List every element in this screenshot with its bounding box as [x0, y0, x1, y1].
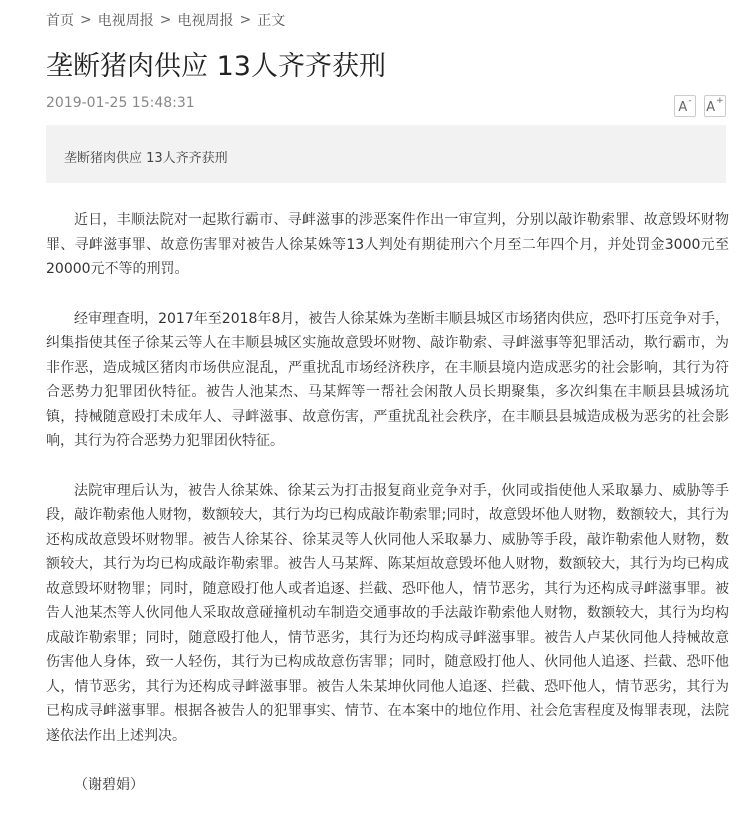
summary-text: 垄断猪肉供应 13人齐齐获刑 [64, 151, 228, 166]
breadcrumb-separator: > [239, 12, 252, 28]
font-increase-mark: + [716, 96, 724, 106]
article-paragraph: 法院审理后认为，被告人徐某姝、徐某云为打击报复商业竞争对手，伙同或指使他人采取暴力、威胁等手段，敲诈勒索他人财物，数额较大，其行为均已构成敲诈勒索罪;同时，故意毁坏他人财物，数额较大，其行为还构成故意毁坏财物罪。被告人徐某谷、徐某灵等人伙同他人采取暴力、威胁等手段，敲诈勒索他人财物，数额较大，其行为均已构成敲诈勒索罪。被告人马某辉、陈某烜故意毁坏他人财物，数额较大，其行为均已构成故意毁坏财物罪；同时，随意殴打他人或者追逐、拦截、恐吓他人，情节恶劣，其行为还构成寻衅滋事罪。被告人池某杰等人伙同他人采取故意碰撞机动车制造交通事故的手法敲诈勒索他人财物，数额较大，其行为均构成敲诈勒索罪；同时，随意殴打他人，情节恶劣，其行为还均构成寻衅滋事罪。被告人卢某伙同他人持械故意伤害他人身体，致一人轻伤，其行为已构成故意伤害罪；同时，随意殴打他人、伙同他人追逐、拦截、恐吓他人，情节恶劣，其行为还构成寻衅滋事罪。被告人朱某坤伙同他人追逐、拦截、恐吓他人，情节恶劣，其行为已构成寻衅滋事罪。根据各被告人的犯罪事实、情节、在本案中的地位作用、社会危害程度及悔罪表现，法院遂依法作出上述判决。 [46, 482, 729, 744]
article-paragraph: 近日，丰顺法院对一起欺行霸市、寻衅滋事的涉恶案件作出一审宣判，分别以敲诈勒索罪、故意毁坏财物罪、寻衅滋事罪、故意伤害罪对被告人徐某姝等13人判处有期徒刑六个月至二年四个月，并处罚金3000元至20000元不等的刑罚。 [46, 212, 729, 277]
article-paragraph: 经审理查明，2017年至2018年8月，被告人徐某姝为垄断丰顺县城区市场猪肉供应，恐吓打压竞争对手，纠集指使其侄子徐某云等人在丰顺县城区实施故意毁坏财物、敲诈勒索、寻衅滋事等犯罪活动，欺行霸市，为非作恶，造成城区猪肉市场供应混乱，严重扰乱市场经济秩序，在丰顺县境内造成恶劣的社会影响，其行为符合恶势力犯罪团伙特征。被告人池某杰、马某辉等一帮社会闲散人员长期聚集，多次纠集在丰顺县县城汤坑镇，持械随意殴打未成年人、寻衅滋事、故意伤害，严重扰乱社会秩序，在丰顺县县城造成极为恶劣的社会影响，其行为符合恶势力犯罪团伙特征。 [46, 310, 729, 449]
article-date: 2019-01-25 15:48:31 [46, 95, 195, 111]
article-title: 垄断猪肉供应 13人齐齐获刑 [46, 51, 386, 82]
breadcrumb [46, 10, 285, 30]
article-author: （谢碧娟） [74, 777, 144, 793]
font-decrease-button[interactable] [674, 95, 696, 117]
breadcrumb-separator: > [80, 12, 92, 28]
breadcrumb-current: 正文 [257, 13, 286, 29]
article-summary [46, 125, 726, 183]
breadcrumb-home-link[interactable]: 首页 [46, 13, 74, 29]
font-decrease-icon: A [678, 100, 688, 115]
breadcrumb-separator: > [159, 12, 172, 28]
font-decrease-mark: - [688, 96, 692, 106]
breadcrumb-subsection-link[interactable]: 电视周报 [177, 13, 234, 29]
font-increase-icon: A [706, 100, 716, 115]
article-body [46, 208, 729, 823]
font-increase-button[interactable] [704, 95, 726, 117]
breadcrumb-section-link[interactable]: 电视周报 [97, 13, 154, 29]
